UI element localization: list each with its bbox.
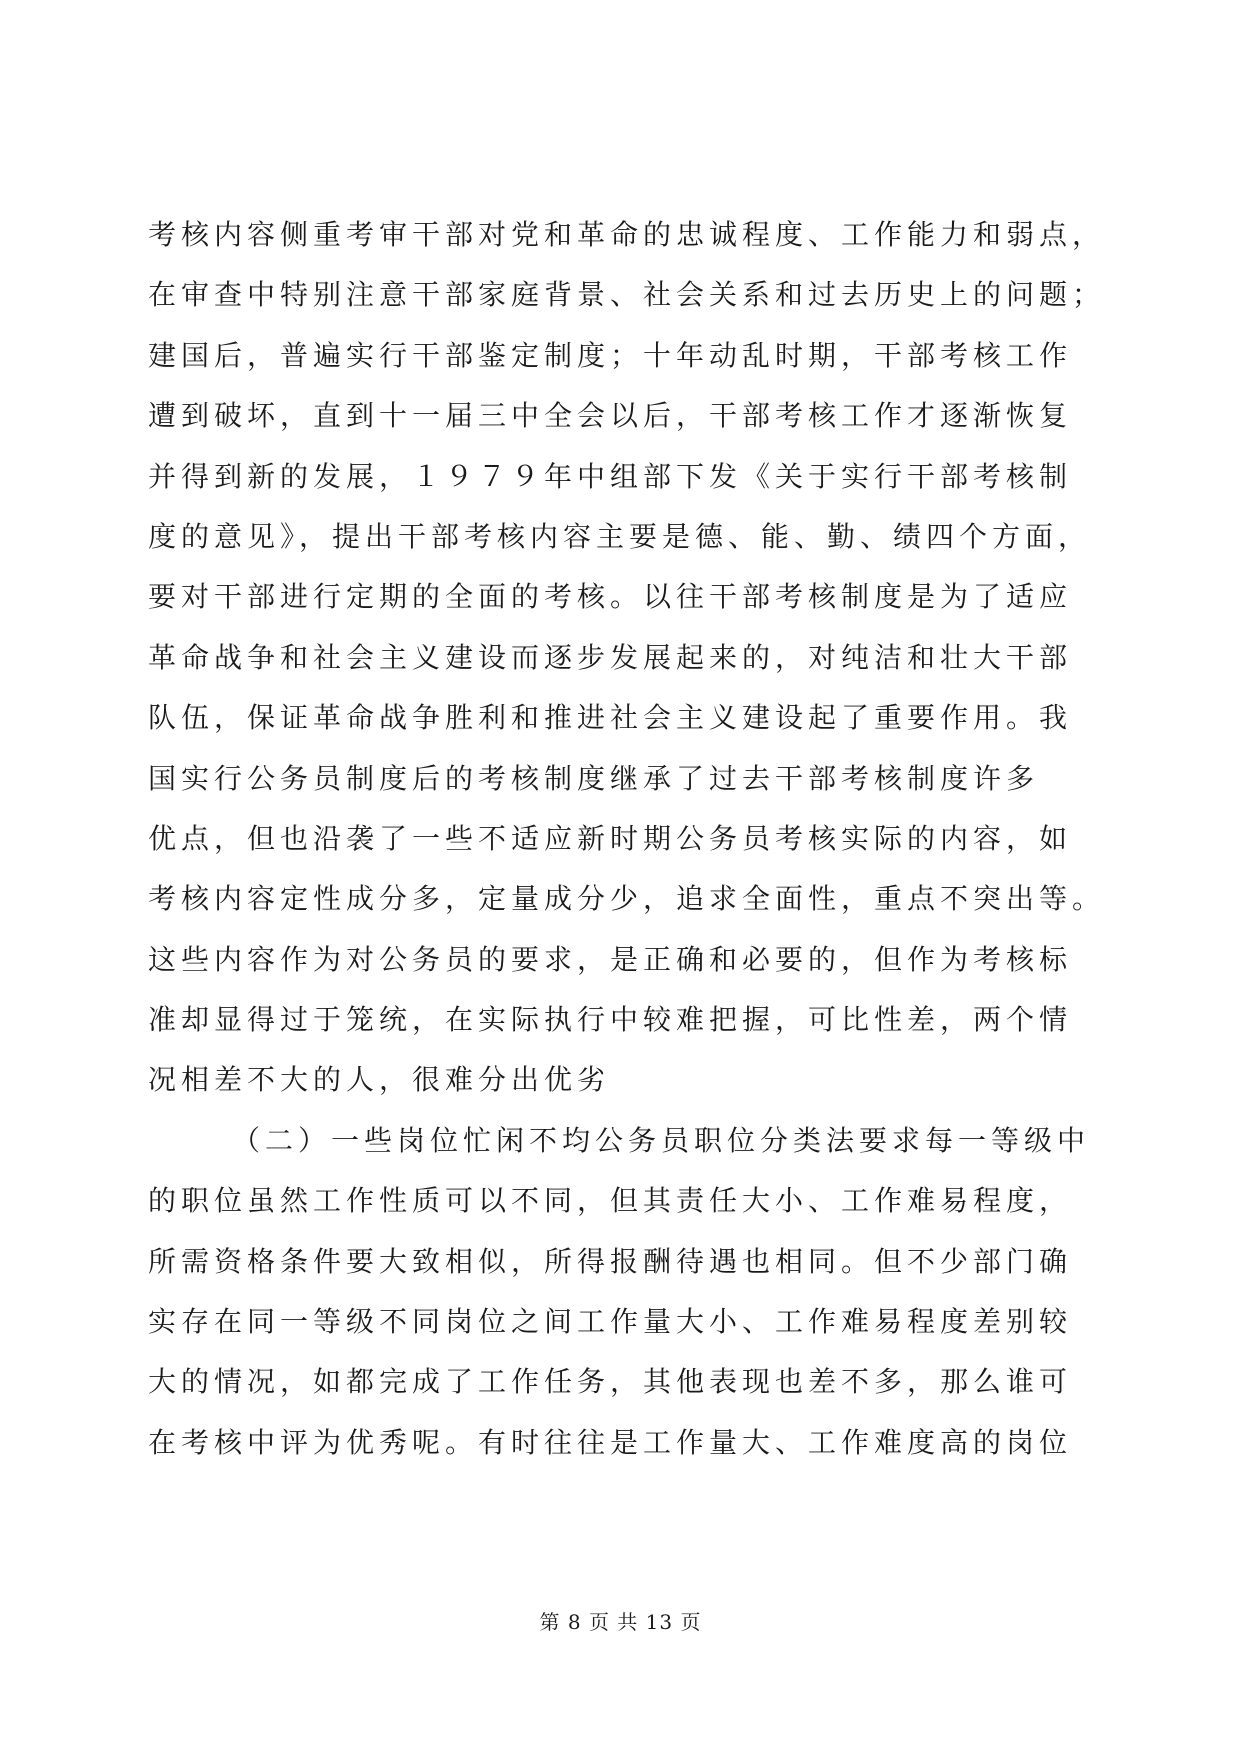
text-line: 优点，但也沿袭了一些不适应新时期公务员考核实际的内容，如 [148, 821, 1073, 855]
text-line: 所需资格条件要大致相似，所得报酬待遇也相同。但不少部门确 [148, 1244, 1073, 1278]
text-line: 考核内容侧重考审干部对党和革命的忠诚程度、工作能力和弱点， [148, 218, 1106, 251]
text-line: 队伍，保证革命战争胜利和推进社会主义建设起了重要作用。我 [148, 701, 1073, 735]
page-footer: 第 8 页 共 13 页 [539, 1610, 702, 1634]
text-line: 在审查中特别注意干部家庭背景、社会关系和过去历史上的问题； [148, 278, 1106, 312]
text-line: 准却显得过于笼统，在实际执行中较难把握，可比性差，两个情 [148, 1003, 1073, 1037]
text-line: 革命战争和社会主义建设而逐步发展起来的，对纯洁和壮大干部 [148, 640, 1073, 674]
text-line: 建国后，普遍实行干部鉴定制度；十年动乱时期，干部考核工作 [148, 338, 1073, 372]
text-line: 况相差不大的人，很难分出优劣 [148, 1063, 611, 1097]
text-line: 国实行公务员制度后的考核制度继承了过去干部考核制度许多 [148, 761, 1040, 795]
text-line: 度的意见》，提出干部考核内容主要是德、能、勤、绩四个方面， [148, 519, 1092, 553]
text-line: 在考核中评为优秀呢。有时往往是工作量大、工作难度高的岗位 [148, 1425, 1073, 1459]
text-line: 实存在同一等级不同岗位之间工作量大小、工作难易程度差别较 [148, 1305, 1073, 1339]
text-line: 的职位虽然工作性质可以不同，但其责任大小、工作难易程度， [148, 1184, 1073, 1218]
text-line: 这些内容作为对公务员的要求，是正确和必要的，但作为考核标 [148, 942, 1073, 976]
text-line: 遭到破坏，直到十一届三中全会以后，干部考核工作才逐渐恢复 [148, 399, 1073, 433]
text-line: 大的情况，如都完成了工作任务，其他表现也差不多，那么谁可 [148, 1365, 1073, 1399]
text-line: 考核内容定性成分多，定量成分少，追求全面性，重点不突出等。 [148, 882, 1106, 916]
text-line: 并得到新的发展，１９７９年中组部下发《关于实行干部考核制 [148, 459, 1073, 493]
text-line: （二）一些岗位忙闲不均公务员职位分类法要求每一等级中 [232, 1123, 1091, 1157]
text-line: 要对干部进行定期的全面的考核。以往干部考核制度是为了适应 [148, 580, 1073, 614]
document-body [148, 205, 1106, 1473]
